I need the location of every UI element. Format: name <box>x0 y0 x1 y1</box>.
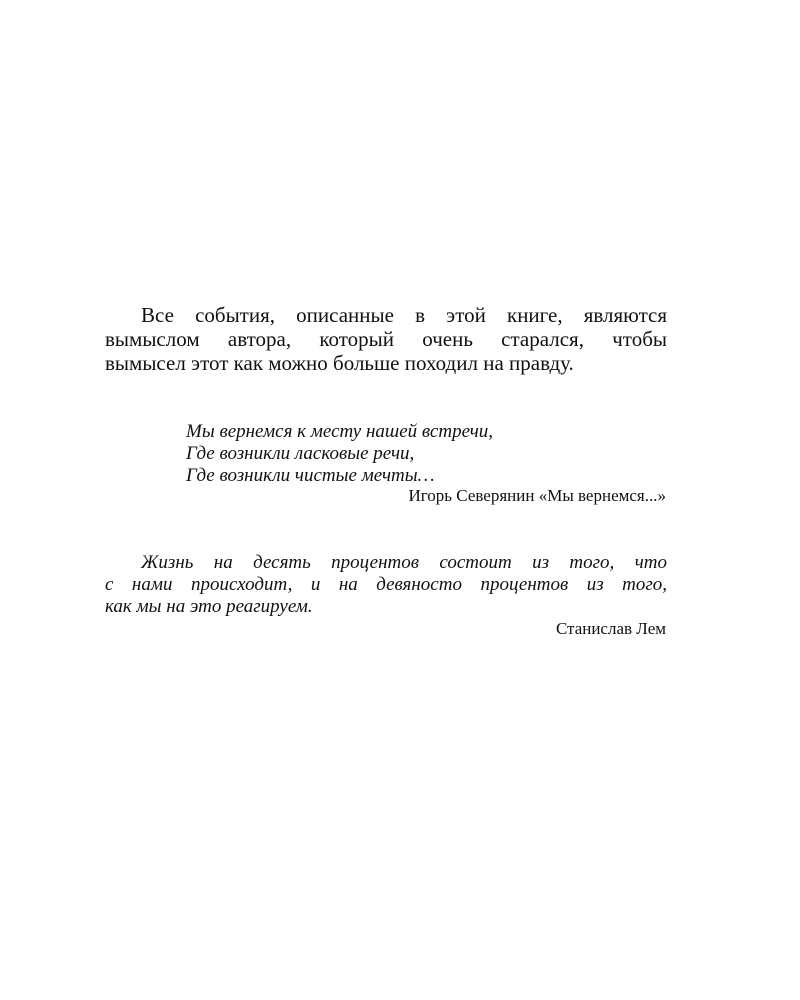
quote-line: как мы на это реагируем. <box>105 596 313 617</box>
poem-attribution: Игорь Северянин «Мы вернемся...» <box>408 486 666 505</box>
epigraph-quote <box>105 552 667 618</box>
poem-verse: Где возникли ласковые речи, <box>186 443 415 464</box>
epigraph-poem <box>186 421 666 487</box>
disclaimer-line: вымысел этот как можно больше походил на правду. <box>105 351 574 375</box>
poem-verse: Где возникли чистые мечты… <box>186 465 435 486</box>
disclaimer-paragraph <box>105 303 667 375</box>
disclaimer-line: вымыслом автора, который очень старался, чтобы <box>105 327 667 351</box>
poem-verse: Мы вернемся к месту нашей встречи, <box>186 421 494 442</box>
quote-attribution: Станислав Лем <box>555 619 666 638</box>
quote-line: Жизнь на десять процентов состоит из того, что <box>141 552 667 573</box>
disclaimer-line: Все события, описанные в этой книге, являются <box>141 303 667 327</box>
quote-line: с нами происходит, и на девяносто процентов из того, <box>105 574 667 595</box>
